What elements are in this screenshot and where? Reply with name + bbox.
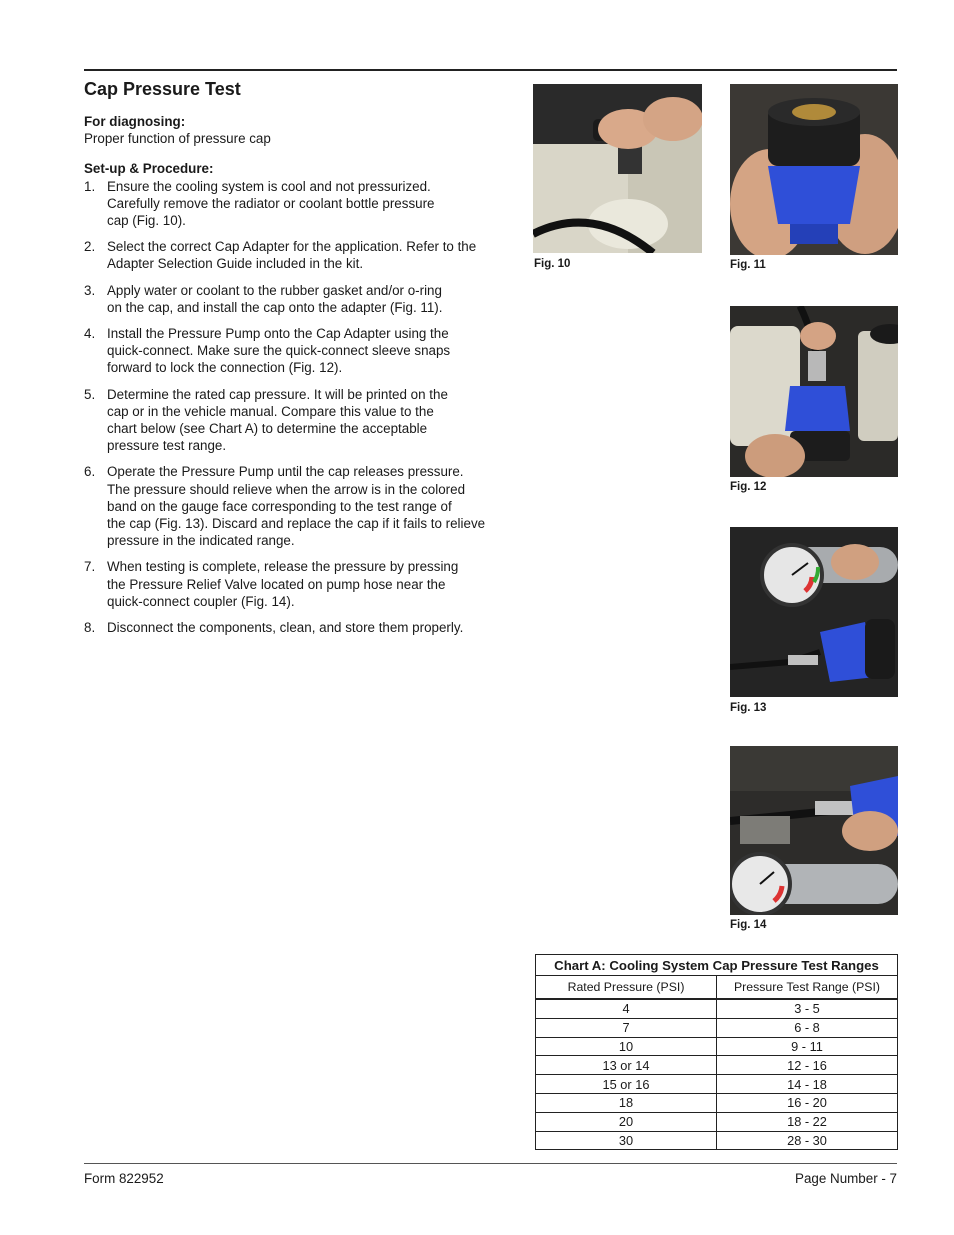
step-text-line: pressure in the indicated range. xyxy=(107,533,295,549)
step-text-line: the Pressure Relief Valve located on pump hose near the xyxy=(107,576,446,592)
table-row xyxy=(536,1075,898,1094)
rated-pressure-cell: 15 or 16 xyxy=(536,1075,717,1094)
procedure-column xyxy=(84,113,494,645)
test-range-cell: 16 - 20 xyxy=(717,1093,898,1112)
procedure-step xyxy=(84,325,494,377)
diagnosing-text: Proper function of pressure cap xyxy=(84,131,271,147)
procedure-step xyxy=(84,282,494,316)
table-row xyxy=(536,1037,898,1056)
procedure-step xyxy=(84,463,494,549)
step-text-line: forward to lock the connection (Fig. 12). xyxy=(107,360,343,376)
fig-10-photo xyxy=(533,84,702,253)
fig-11-caption: Fig. 11 xyxy=(730,259,766,271)
diagnosing-heading: For diagnosing: xyxy=(84,114,186,129)
procedure-step xyxy=(84,238,494,272)
step-text-line: cap (Fig. 10). xyxy=(107,213,186,229)
step-text-line: quick-connect coupler (Fig. 14). xyxy=(107,593,295,609)
table-row xyxy=(536,1056,898,1075)
step-text-line: Select the correct Cap Adapter for the application. Refer to the xyxy=(107,239,477,255)
test-range-cell: 9 - 11 xyxy=(717,1037,898,1056)
procedure-step xyxy=(84,558,494,610)
column-header-rated: Rated Pressure (PSI) xyxy=(536,976,717,1000)
test-range-cell: 3 - 5 xyxy=(717,999,898,1018)
table-row xyxy=(536,1131,898,1150)
step-text-line: Operate the Pressure Pump until the cap releases pressure. xyxy=(107,464,464,480)
test-range-cell: 14 - 18 xyxy=(717,1075,898,1094)
fig-12-caption: Fig. 12 xyxy=(730,481,767,493)
step-text-line: chart below (see Chart A) to determine the acceptable xyxy=(107,421,428,437)
fig-12-photo xyxy=(730,306,898,477)
step-text-line: Adapter Selection Guide included in the kit. xyxy=(107,256,364,272)
test-range-cell: 28 - 30 xyxy=(717,1131,898,1150)
rated-pressure-cell: 4 xyxy=(536,999,717,1018)
step-text-line: When testing is complete, release the pressure by pressing xyxy=(107,559,459,575)
chart-a-title: Chart A: Cooling System Cap Pressure Test Ranges xyxy=(536,955,898,976)
step-number: 4. xyxy=(84,326,96,342)
fig-11-photo xyxy=(730,84,898,255)
form-number: Form 822952 xyxy=(84,1171,164,1186)
step-number: 5. xyxy=(84,386,96,402)
step-number: 7. xyxy=(84,559,96,575)
rated-pressure-cell: 20 xyxy=(536,1112,717,1131)
procedure-step xyxy=(84,619,494,636)
fig-14-photo xyxy=(730,746,898,915)
fig-10-caption: Fig. 10 xyxy=(534,258,571,270)
step-text-line: Disconnect the components, clean, and store them properly. xyxy=(107,620,464,636)
step-text-line: Ensure the cooling system is cool and not pressurized. xyxy=(107,178,431,194)
step-number: 1. xyxy=(84,178,96,194)
step-text-line: Apply water or coolant to the rubber gasket and/or o-ring xyxy=(107,282,442,298)
step-text-line: on the cap, and install the cap onto the adapter (Fig. 11). xyxy=(107,299,443,315)
test-range-cell: 6 - 8 xyxy=(717,1018,898,1037)
step-text-line: The pressure should relieve when the arrow is in the colored xyxy=(107,481,466,497)
top-rule xyxy=(84,69,897,71)
step-text-line: the cap (Fig. 13). Discard and replace the cap if it fails to relieve xyxy=(107,516,486,532)
procedure-step xyxy=(84,386,494,455)
fig-14-caption: Fig. 14 xyxy=(730,919,767,931)
step-text-line: Install the Pressure Pump onto the Cap Adapter using the xyxy=(107,326,449,342)
rated-pressure-cell: 30 xyxy=(536,1131,717,1150)
rated-pressure-cell: 10 xyxy=(536,1037,717,1056)
test-range-cell: 12 - 16 xyxy=(717,1056,898,1075)
rated-pressure-cell: 13 or 14 xyxy=(536,1056,717,1075)
step-number: 3. xyxy=(84,282,96,298)
step-text-line: quick-connect. Make sure the quick-connect sleeve snaps xyxy=(107,343,451,359)
procedure-steps xyxy=(84,178,494,637)
step-number: 2. xyxy=(84,239,96,255)
rated-pressure-cell: 18 xyxy=(536,1093,717,1112)
step-number: 6. xyxy=(84,464,96,480)
step-number: 8. xyxy=(84,620,96,636)
bottom-rule xyxy=(84,1163,897,1164)
page-number: Page Number - 7 xyxy=(795,1171,897,1186)
fig-13-caption: Fig. 13 xyxy=(730,702,767,714)
step-text-line: band on the gauge face corresponding to the test range of xyxy=(107,498,452,514)
rated-pressure-cell: 7 xyxy=(536,1018,717,1037)
column-header-range: Pressure Test Range (PSI) xyxy=(717,976,898,1000)
step-text-line: Determine the rated cap pressure. It will be printed on the xyxy=(107,386,448,402)
fig-13-photo xyxy=(730,527,898,697)
page-title: Cap Pressure Test xyxy=(84,79,241,99)
test-range-cell: 18 - 22 xyxy=(717,1112,898,1131)
step-text-line: cap or in the vehicle manual. Compare this value to the xyxy=(107,403,434,419)
setup-heading: Set-up & Procedure: xyxy=(84,161,214,177)
procedure-step xyxy=(84,178,494,230)
table-row xyxy=(536,1018,898,1037)
chart-a-table xyxy=(535,954,898,1150)
table-row xyxy=(536,1093,898,1112)
step-text-line: pressure test range. xyxy=(107,438,227,454)
table-row xyxy=(536,1112,898,1131)
table-row xyxy=(536,999,898,1018)
step-text-line: Carefully remove the radiator or coolant bottle pressure xyxy=(107,195,435,211)
